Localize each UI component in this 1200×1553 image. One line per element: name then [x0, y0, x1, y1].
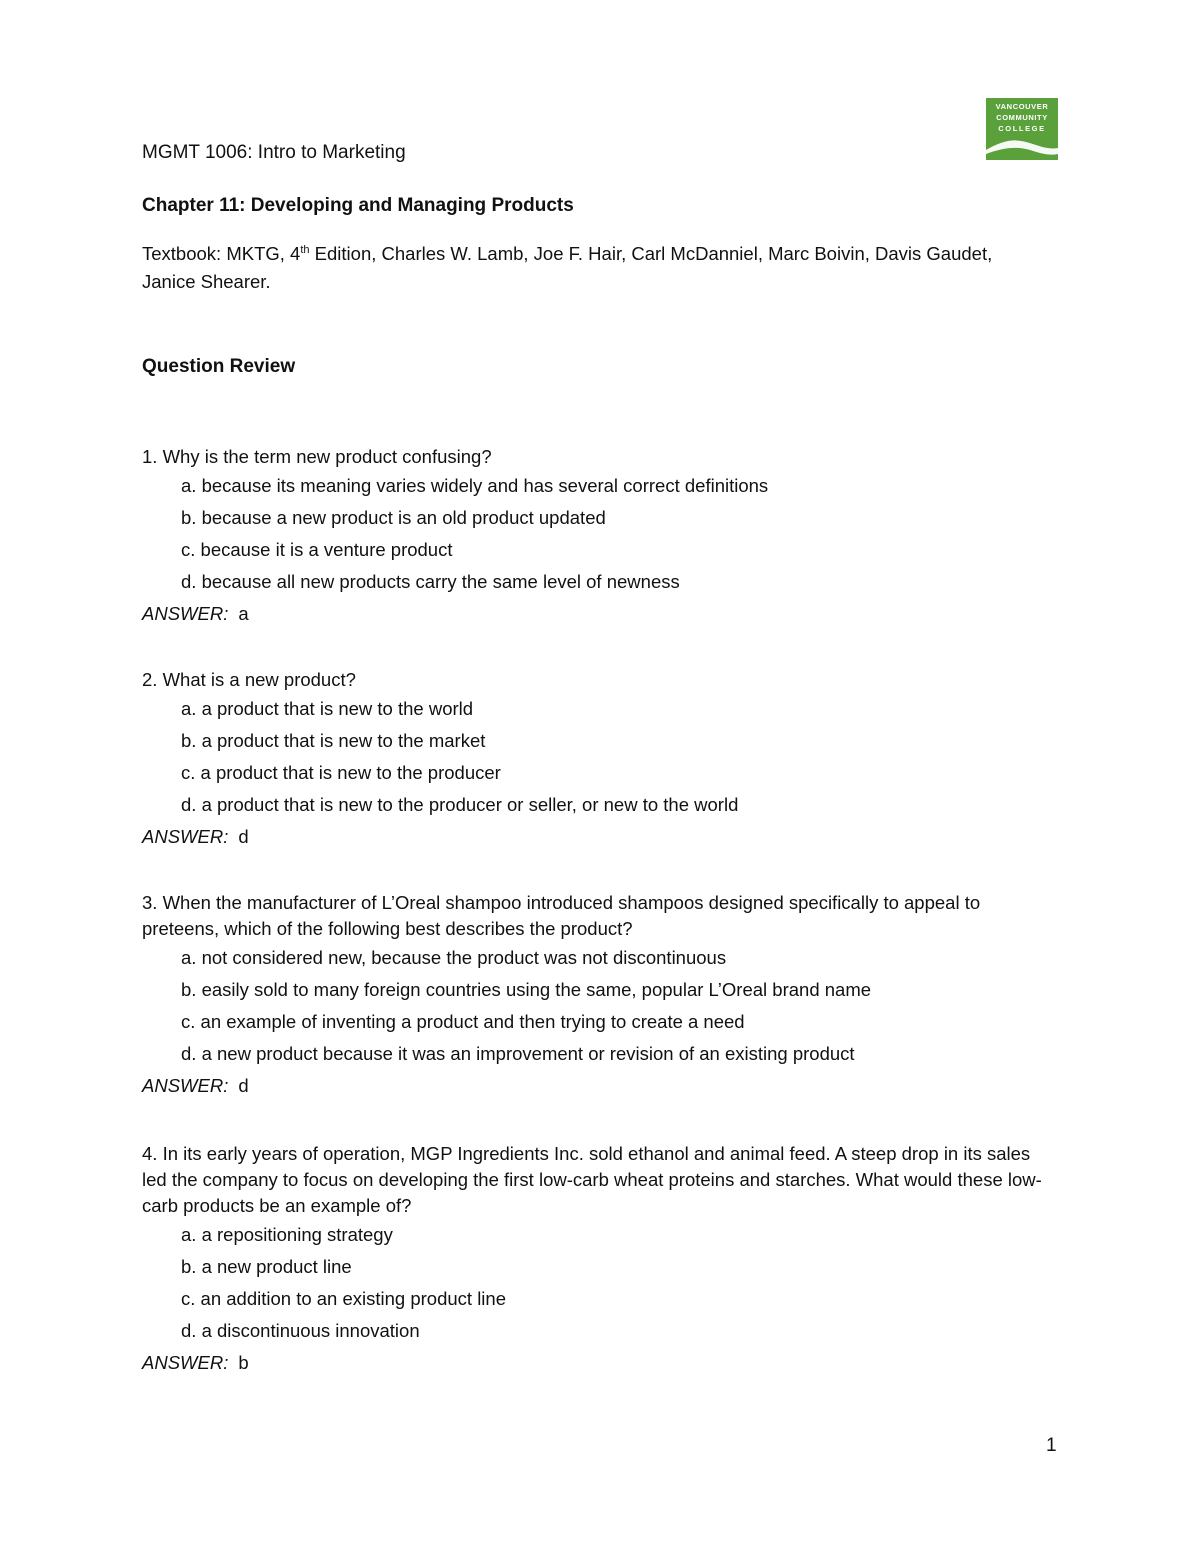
- answer-label: ANSWER:: [142, 603, 229, 624]
- question-1: [142, 444, 1042, 630]
- answer-option: d. a product that is new to the producer or seller, or new to the world: [181, 794, 739, 815]
- question-text: In its early years of operation, MGP Ingredients Inc. sold ethanol and animal feed. A steep drop in its sales led the company to focus on developing the first low-carb wheat proteins and starches. What would these low-carb products be an example of?: [142, 1143, 1042, 1216]
- question-number: 1.: [142, 446, 158, 467]
- question-text: When the manufacturer of L’Oreal shampoo introduced shampoos designed specifically to appeal to preteens, which of the following best describes the product?: [142, 892, 981, 939]
- answer-option: b. a new product line: [181, 1256, 352, 1277]
- answer-option: a. a repositioning strategy: [181, 1224, 393, 1245]
- chapter-title: Chapter 11: Developing and Managing Products: [142, 195, 574, 216]
- textbook-reference: [142, 240, 1042, 296]
- question-number: 2.: [142, 669, 158, 690]
- answer-option: d. because all new products carry the same level of newness: [181, 571, 680, 592]
- question-2: [142, 667, 1042, 853]
- answer-option: c. an example of inventing a product and then trying to create a need: [181, 1011, 745, 1032]
- textbook-prefix: Textbook: MKTG, 4: [142, 243, 301, 264]
- answer-value: b: [238, 1352, 249, 1373]
- question-number: 4.: [142, 1143, 158, 1164]
- question-number: 3.: [142, 892, 158, 913]
- answer-option: c. an addition to an existing product line: [181, 1288, 506, 1309]
- question-stem: [142, 667, 1042, 693]
- answer-option: b. easily sold to many foreign countries using the same, popular L’Oreal brand name: [181, 979, 872, 1000]
- section-heading: Question Review: [142, 356, 296, 377]
- answer-option: a. a product that is new to the world: [181, 698, 474, 719]
- answer-option: c. a product that is new to the producer: [181, 762, 501, 783]
- answer-line: [142, 1347, 1042, 1379]
- question-stem: [142, 444, 1042, 470]
- answer-option: a. because its meaning varies widely and has several correct definitions: [181, 475, 769, 496]
- answer-value: a: [238, 603, 249, 624]
- course-title: MGMT 1006: Intro to Marketing: [142, 142, 406, 163]
- college-logo: [986, 98, 1058, 160]
- logo-line-2: COMMUNITY: [996, 113, 1048, 122]
- answer-value: d: [238, 826, 249, 847]
- answer-value: d: [238, 1075, 249, 1096]
- answer-option: b. a product that is new to the market: [181, 730, 486, 751]
- answer-line: [142, 598, 1042, 630]
- answer-option: a. not considered new, because the product was not discontinuous: [181, 947, 727, 968]
- answer-option: d. a new product because it was an improvement or revision of an existing product: [181, 1043, 855, 1064]
- answer-option: d. a discontinuous innovation: [181, 1320, 420, 1341]
- answer-label: ANSWER:: [142, 1352, 229, 1373]
- textbook-suffix: Edition, Charles W. Lamb, Joe F. Hair, Carl McDanniel, Marc Boivin, Davis Gaudet, Janice Shearer.: [142, 243, 993, 292]
- answer-line: [142, 821, 1042, 853]
- question-text: What is a new product?: [162, 669, 356, 690]
- answer-label: ANSWER:: [142, 1075, 229, 1096]
- page-number: 1: [1046, 1435, 1057, 1456]
- question-stem: [142, 1141, 1042, 1219]
- question-stem: [142, 890, 1042, 942]
- college-logo-icon: [986, 98, 1058, 160]
- question-4: [142, 1141, 1042, 1379]
- answer-option: b. because a new product is an old product updated: [181, 507, 606, 528]
- question-text: Why is the term new product confusing?: [162, 446, 492, 467]
- textbook-superscript: th: [300, 244, 310, 256]
- question-3: [142, 890, 1042, 1102]
- logo-line-3: COLLEGE: [998, 124, 1046, 133]
- answer-label: ANSWER:: [142, 826, 229, 847]
- answer-option: c. because it is a venture product: [181, 539, 453, 560]
- logo-line-1: VANCOUVER: [995, 102, 1049, 111]
- answer-line: [142, 1070, 1042, 1102]
